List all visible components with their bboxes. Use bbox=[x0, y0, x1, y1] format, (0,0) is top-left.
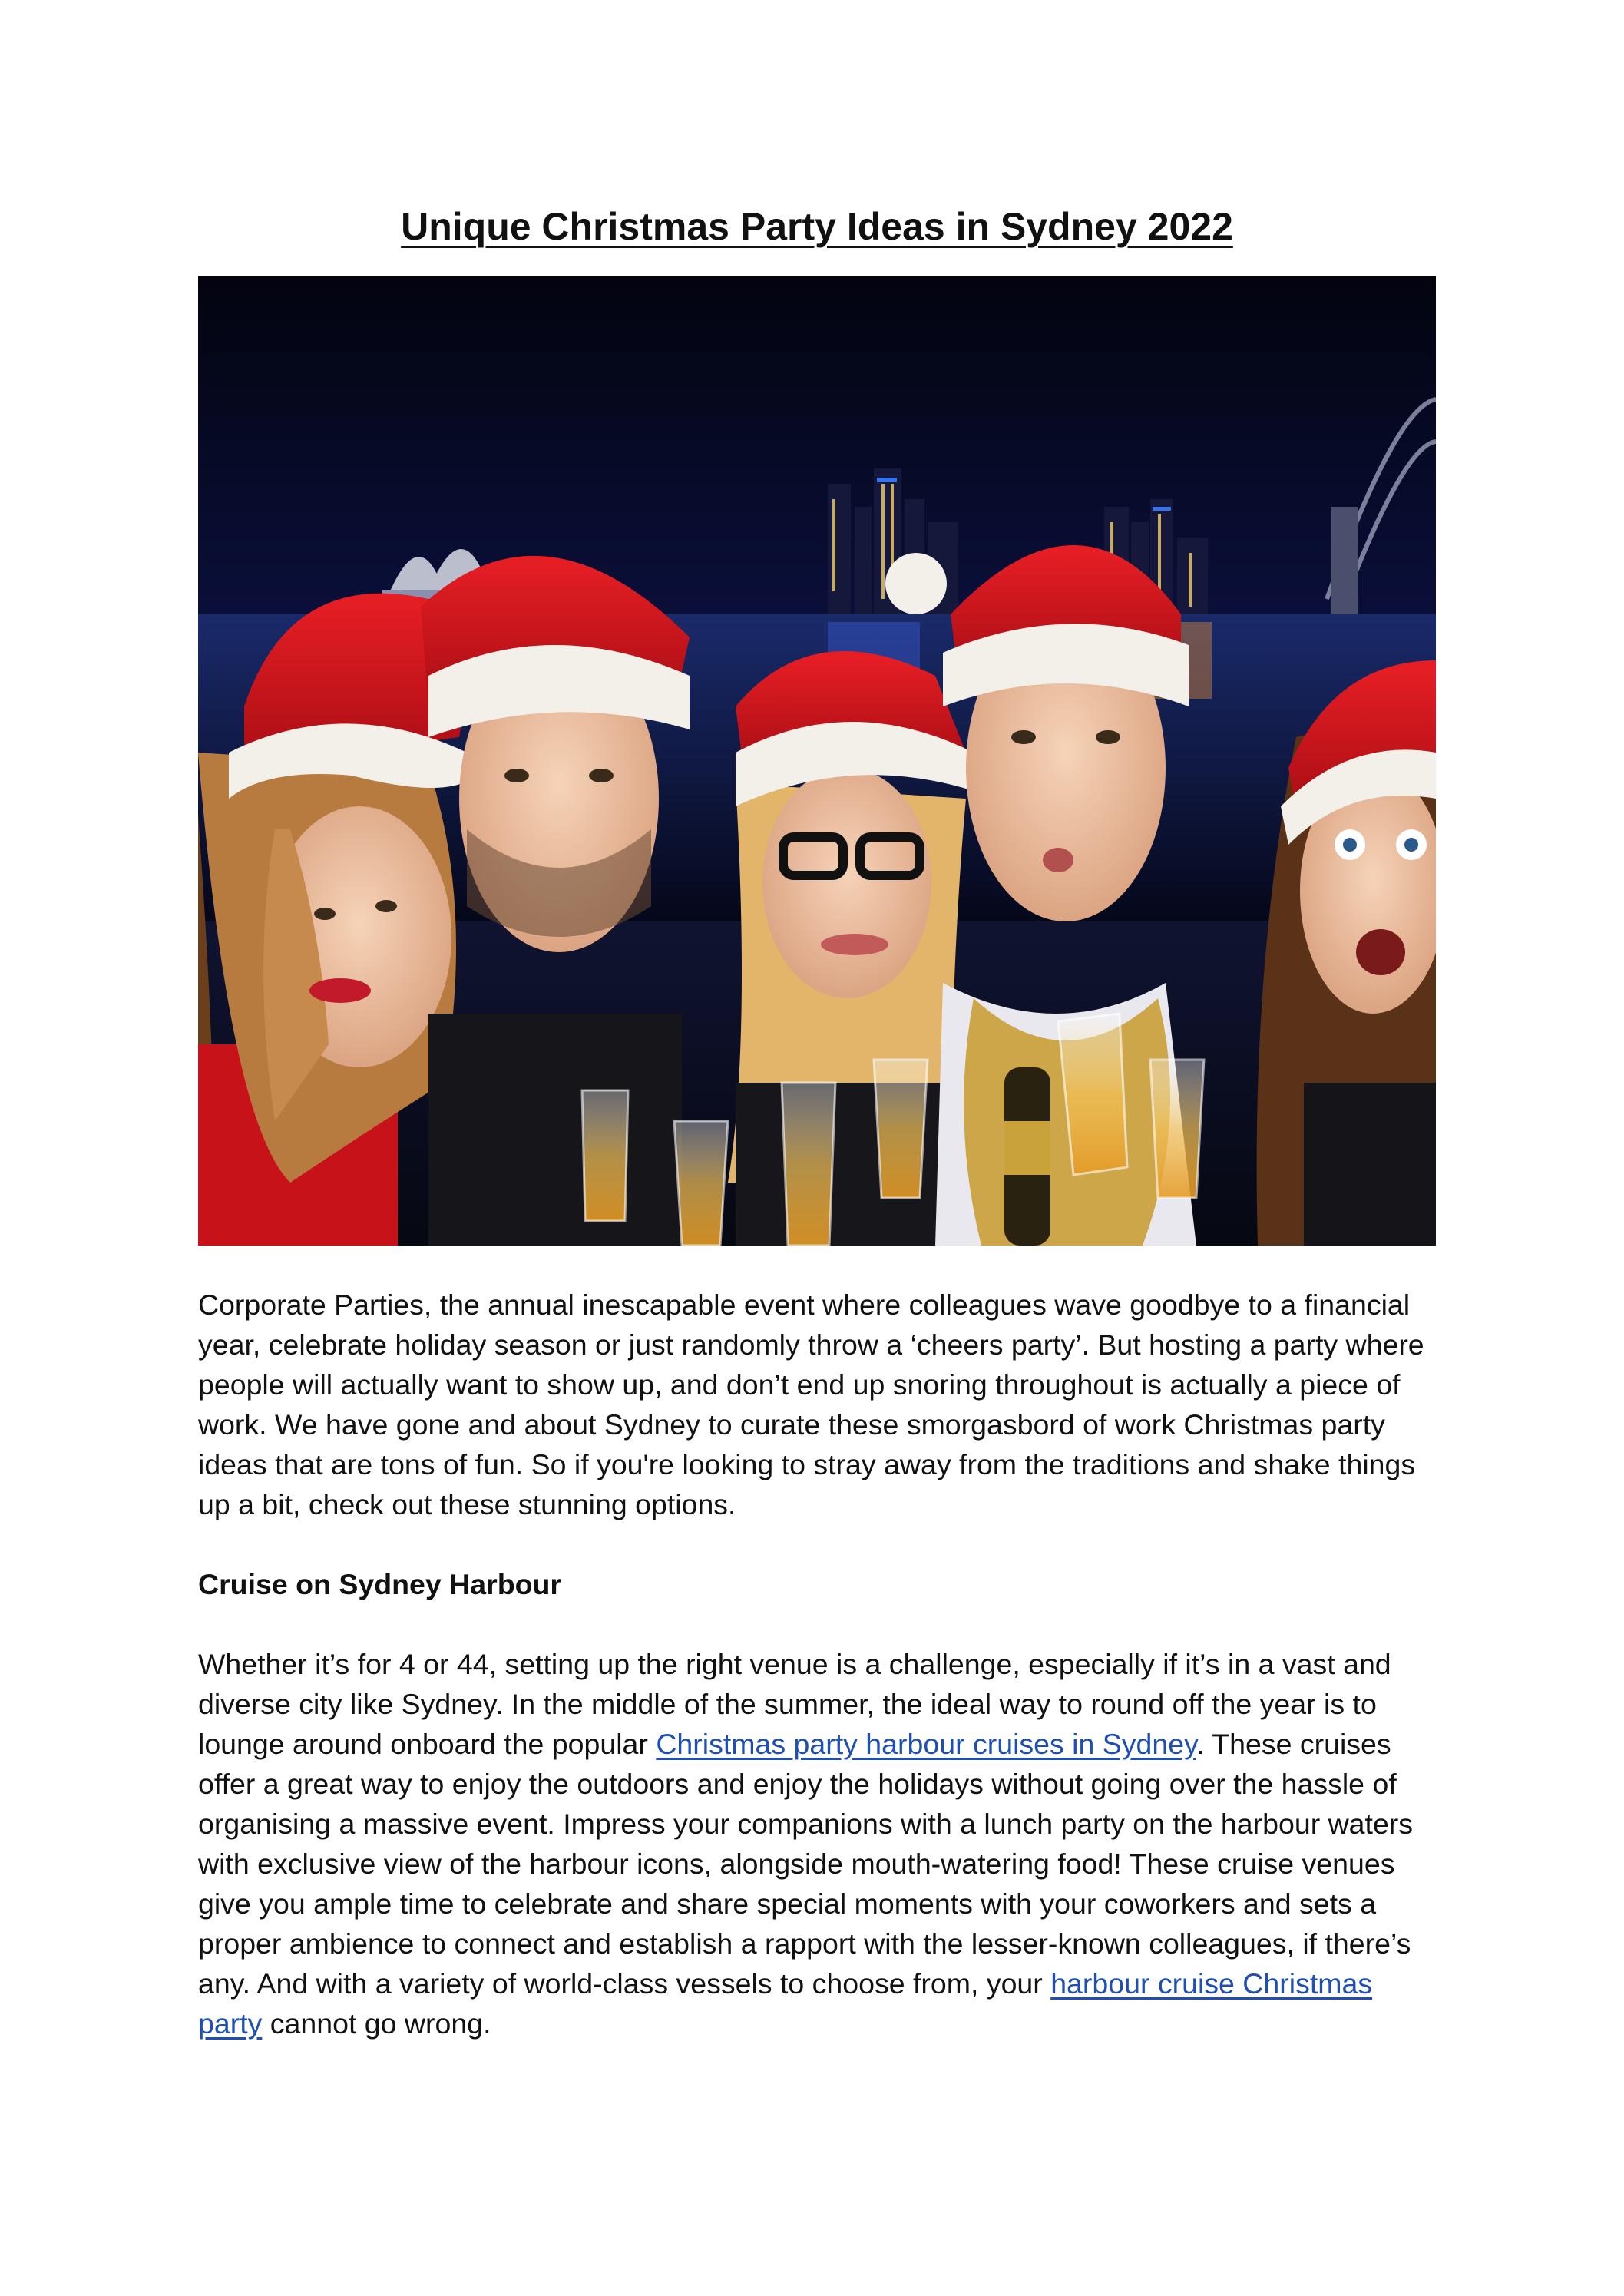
section-text-1: Whether it’s for 4 or 44, setting up the right venue is a challenge, especially if it’s in a vast and diverse city like Sydney. In the middle of the summer, the ideal way to round off the year is to lounge around onboard the popular bbox=[198, 1648, 1391, 1760]
section-paragraph bbox=[198, 1644, 1442, 2043]
section-text-3: cannot go wrong. bbox=[262, 2007, 491, 2040]
page-title: Unique Christmas Party Ideas in Sydney 2022 bbox=[401, 205, 1233, 248]
harbour-cruise-party-link[interactable]: harbour cruise Christmas party bbox=[198, 1967, 1373, 2040]
section-heading: Cruise on Sydney Harbour bbox=[198, 1568, 562, 1600]
section-text-2: . These cruises offer a great way to enjoy the outdoors and enjoy the holidays without going over the hassle of organising a massive event. Impress your companions with a lunch party on the harbour waters with exclusive view of the harbour icons, alongside mouth-watering food! These cruise venues give you ample time to celebrate and share special moments with your coworkers and sets a proper ambience to connect and establish a rapport with the lesser-known colleagues, if there’s any. And with a variety of world-class vessels to choose from, your bbox=[198, 1728, 1414, 2000]
intro-paragraph: Corporate Parties, the annual inescapable event where colleagues wave goodbye to a financial year, celebrate holiday season or just randomly throw a ‘cheers party’. But hosting a party where people will actually want to show up, and don’t end up snoring throughout is actually a piece of work. We have gone and about Sydney to curate these smorgasbord of work Christmas party ideas that are tons of fun. So if you're looking to stray away from the traditions and shake things up a bit, check out these stunning options. bbox=[198, 1289, 1424, 1520]
hero-image-christmas-party bbox=[198, 276, 1436, 1246]
harbour-cruises-link[interactable]: Christmas party harbour cruises in Sydney bbox=[656, 1728, 1197, 1760]
